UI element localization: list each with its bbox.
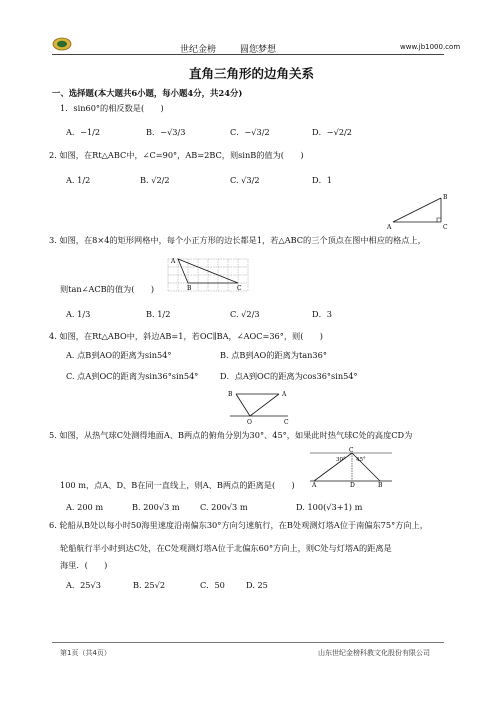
q3-stem: 3. 如图，在8×4的矩形网格中，每个小正方形的边长都是1，若△ABC的三个顶点在图中相应的格点上，: [49, 235, 426, 245]
q3-option-c: C. √2/3: [230, 309, 260, 319]
q5-label-c: C: [349, 447, 354, 454]
q5-stem: 5. 如图，从热气球C处测得地面A、B两点的俯角分别为30°、45°，如果此时热气球C处的高度CD为: [49, 430, 413, 440]
q3-option-d: D．3: [312, 309, 332, 319]
header-url: www.jb1000.com: [400, 43, 461, 51]
q3-label-a: A: [171, 258, 176, 265]
q5-option-b: B. 200√3 m: [132, 502, 180, 512]
q3-label-b: B: [187, 285, 192, 292]
q1-stem: 1．sin60°的相反数是( ): [60, 103, 164, 113]
q2-label-b: B: [443, 194, 448, 201]
page-title: 直角三角形的边角关系: [189, 66, 315, 81]
q5-label-d: D: [350, 482, 355, 487]
q4-label-o: O: [247, 419, 252, 426]
footer-rule: [52, 642, 444, 643]
q6-stem: 6. 轮船从B处以每小时50海里速度沿南偏东30°方向匀速航行，在B处观测灯塔A位于南偏东75°方向上，: [49, 520, 428, 530]
q1-option-b: B．−√3/3: [146, 127, 186, 137]
q6-option-d: D. 25: [246, 580, 268, 590]
q3-option-b: B. 1/2: [146, 309, 171, 319]
q5-option-a: A. 200 m: [66, 502, 104, 512]
q5-label-30: 30°: [336, 457, 346, 463]
logo: [52, 36, 72, 55]
logo-icon: [52, 37, 72, 51]
q5-balloon-figure: [300, 447, 400, 487]
q3-label-c: C: [237, 285, 242, 292]
q4-triangle-figure: [224, 384, 294, 426]
header-brand: 世纪金榜: [180, 45, 217, 55]
q2-label-a: A: [387, 224, 392, 230]
q4-option-a: A. 点B到AO的距离为sin54°: [66, 350, 172, 360]
q5-option-d: D. 100(√3+1) m: [296, 502, 363, 512]
q2-option-b: B. √2/2: [140, 175, 170, 185]
q2-option-a: A. 1/2: [66, 175, 91, 185]
q4-option-c: C. 点A到OC的距离为sin36°sin54°: [66, 371, 199, 381]
footer-page: 第1页（共4页）: [60, 649, 111, 657]
q4-stem: 4. 如图，在Rt△ABO中，斜边AB=1，若OC∥BA，∠AOC=36°，则( ): [49, 331, 323, 341]
q5-label-45: 45°: [356, 457, 366, 463]
q6-option-a: A．25√3: [66, 580, 101, 590]
q6-option-b: B. 25√2: [133, 580, 166, 590]
q4-label-b: B: [228, 391, 233, 398]
q4-option-b: B. 点B到AO的距离为tan36°: [220, 350, 327, 360]
q2-label-c: C: [443, 224, 448, 230]
q6-stem-2: 轮船航行半小时到达C处，在C处观测灯塔A位于北偏东60°方向上，则C处与灯塔A的距离是: [60, 543, 392, 553]
q4-label-a: A: [282, 391, 287, 398]
section-heading: 一、选择题(本大题共6小题，每小题4分，共24分): [52, 88, 243, 98]
header-slogan: 圆您梦想: [240, 45, 277, 55]
q1-option-a: A．−1/2: [66, 127, 101, 137]
q5-label-b: B: [378, 482, 383, 487]
q5-label-a: A: [312, 482, 317, 487]
q3-stem-2: 则tan∠ACB的值为( ): [60, 284, 155, 294]
header-rule: [52, 54, 444, 55]
q1-option-c: C．−√3/2: [230, 127, 270, 137]
q2-triangle-figure: [385, 190, 455, 230]
q5-option-c: C. 200√3 m: [200, 502, 248, 512]
q6-option-c: C．50: [200, 580, 225, 590]
q2-option-c: C. √3/2: [230, 175, 260, 185]
q4-option-d: D．点A到OC的距离为cos36°sin54°: [220, 371, 358, 381]
q6-stem-3: 海里．( ): [60, 560, 108, 570]
q1-option-d: D．−√2/2: [312, 127, 353, 137]
q4-label-c: C: [284, 419, 289, 426]
q2-option-d: D．1: [312, 175, 332, 185]
q3-grid-figure: [163, 255, 253, 295]
q5-stem-2: 100 m，点A、D、B在同一直线上，则A、B两点的距离是( ): [60, 480, 295, 490]
q2-stem: 2. 如图，在Rt△ABC中，∠C=90°，AB=2BC，则sinB的值为( ): [49, 150, 304, 160]
footer-company: 山东世纪金榜科教文化股份有限公司: [318, 649, 430, 657]
q3-option-a: A. 1/3: [66, 309, 91, 319]
